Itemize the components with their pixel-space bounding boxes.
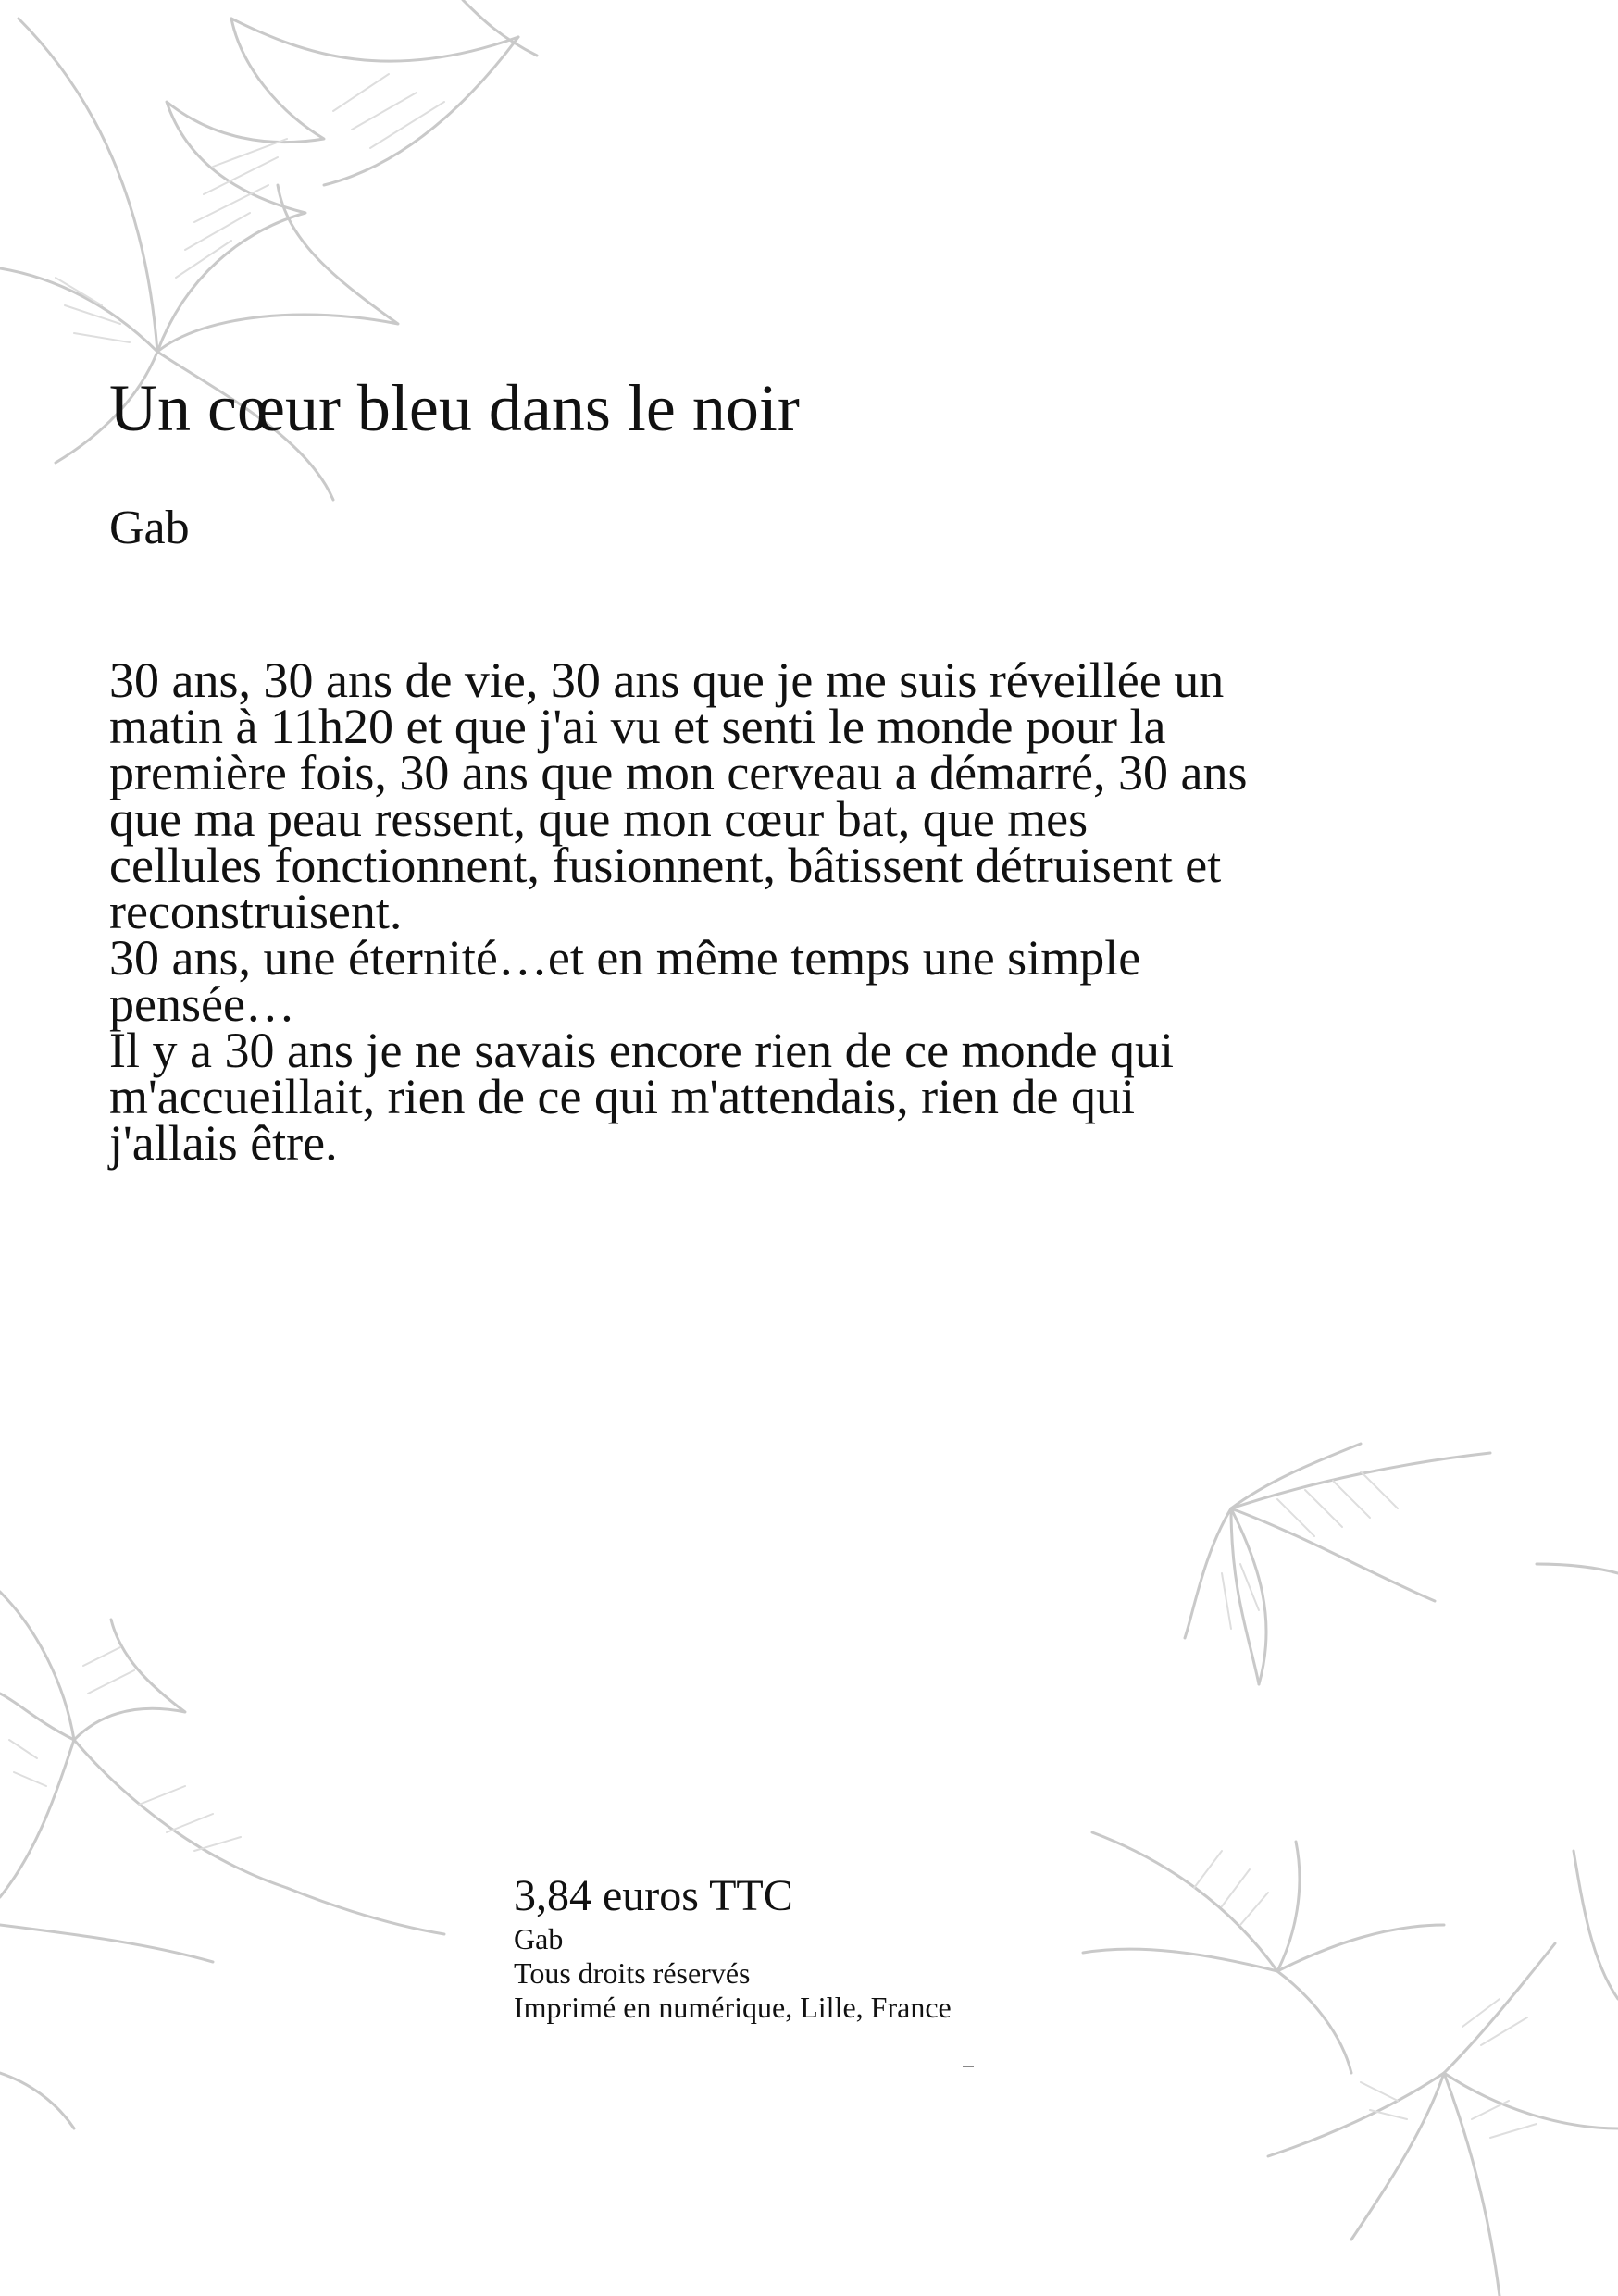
colophon-author: Gab [514, 1922, 564, 1955]
document-body [109, 652, 1248, 1171]
body-paragraph: 30 ans, 30 ans de vie, 30 ans que je me suis réveillée un matin à 11h20 et que j'ai vu et senti le monde pour la première fois, 30 ans que mon cerveau a démarré, 30 ans que ma peau ressent, que mon cœur bat, que mes cellules fonctionnent, fusionnent, bâtissent détruisent et reconstruisent. [109, 652, 1248, 939]
document-title: Un cœur bleu dans le noir [109, 371, 800, 445]
dash-mark [963, 2066, 974, 2067]
body-paragraph: Il y a 30 ans je ne savais encore rien de ce monde qui m'accueillait, rien de ce qui m'attendais, rien de qui j'allais être. [109, 1023, 1175, 1171]
rights-notice: Tous droits réservés [514, 1956, 751, 1990]
price-label: 3,84 euros TTC [514, 1871, 793, 1920]
body-paragraph: 30 ans, une éternité…et en même temps une simple pensée… [109, 930, 1141, 1032]
printing-notice: Imprimé en numérique, Lille, France [514, 1991, 952, 2024]
leaf-left-bottom [0, 1592, 444, 2128]
leaf-bottom-right [1083, 1832, 1618, 2296]
leaf-right-middle [1185, 1444, 1618, 1684]
document-author: Gab [109, 502, 190, 554]
colophon [514, 1871, 952, 2025]
